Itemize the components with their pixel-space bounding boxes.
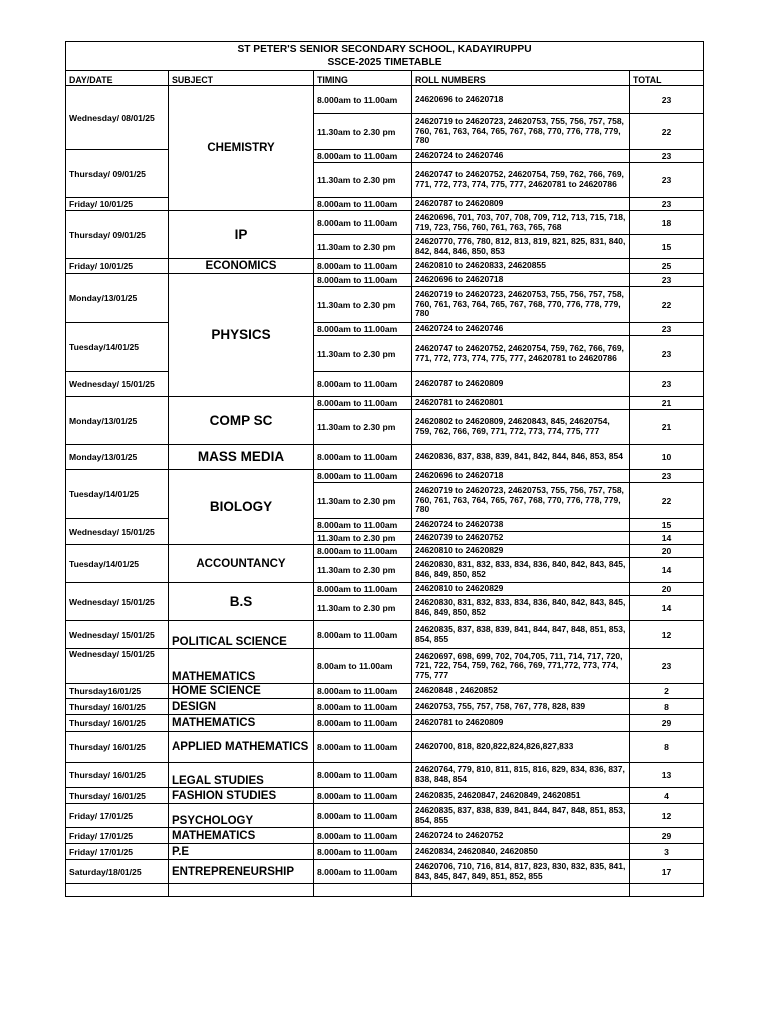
timing-cell: 8.000am to 11.00am (314, 583, 412, 596)
total-cell: 23 (630, 649, 704, 684)
subject-cell: HOME SCIENCE (169, 684, 314, 699)
rolls-cell: 24620700, 818, 820,822,824,826,827,833 (412, 732, 630, 763)
subject-cell: MATHEMATICS (169, 828, 314, 844)
table-row (66, 274, 704, 287)
rolls-cell: 24620835, 24620847, 24620849, 24620851 (412, 788, 630, 804)
table-row (66, 259, 704, 274)
subject-cell: P.E (169, 844, 314, 860)
timing-cell: 11.30am to 2.30 pm (314, 532, 412, 545)
total-cell: 12 (630, 804, 704, 828)
timing-cell: 8.000am to 11.00am (314, 86, 412, 114)
rolls-cell: 24620802 to 24620809, 24620843, 845, 24620754, 759, 762, 766, 769, 771, 772, 773, 774, 775, 777 (412, 410, 630, 445)
school-name: ST PETER'S SENIOR SECONDARY SCHOOL, KADAYIRUPPU (237, 44, 532, 55)
subject-cell: MATHEMATICS (169, 649, 314, 684)
total-cell: 23 (630, 198, 704, 211)
date-cell: Tuesday/14/01/25 (66, 323, 169, 372)
total-cell: 10 (630, 445, 704, 470)
timing-cell: 8.000am to 11.00am (314, 763, 412, 788)
timetable (65, 41, 704, 897)
rolls-cell: 24620719 to 24620723, 24620753, 755, 756, 757, 758, 760, 761, 763, 764, 765, 767, 768, 770, 776, 778, 779, 780 (412, 483, 630, 519)
date-cell: Tuesday/14/01/25 (66, 470, 169, 519)
empty-row (66, 884, 704, 897)
total-cell: 23 (630, 274, 704, 287)
empty-cell (66, 884, 169, 897)
total-cell: 23 (630, 150, 704, 163)
table-row (66, 684, 704, 699)
date-cell: Thursday/ 09/01/25 (66, 150, 169, 198)
timing-cell: 8.000am to 11.00am (314, 715, 412, 732)
date-cell: Wednesday/ 15/01/25 (66, 621, 169, 649)
subject-cell: POLITICAL SCIENCE (169, 621, 314, 649)
table-row (66, 844, 704, 860)
rolls-cell: 24620747 to 24620752, 24620754, 759, 762, 766, 769, 771, 772, 773, 774, 775, 777, 24620781 to 24620786 (412, 163, 630, 198)
subject-cell: MASS MEDIA (169, 445, 314, 470)
rolls-cell: 24620724 to 24620738 (412, 519, 630, 532)
table-row (66, 397, 704, 410)
total-cell: 22 (630, 483, 704, 519)
table-row (66, 860, 704, 884)
total-cell: 22 (630, 287, 704, 323)
total-cell: 29 (630, 828, 704, 844)
total-cell: 13 (630, 763, 704, 788)
rolls-cell: 24620781 to 24620809 (412, 715, 630, 732)
rolls-cell: 24620787 to 24620809 (412, 372, 630, 397)
table-row (66, 715, 704, 732)
timing-cell: 11.30am to 2.30 pm (314, 336, 412, 372)
rolls-cell: 24620696, 701, 703, 707, 708, 709, 712, 713, 715, 718, 719, 723, 756, 760, 761, 763, 765, 768 (412, 211, 630, 235)
rolls-cell: 24620810 to 24620833, 24620855 (412, 259, 630, 274)
total-cell: 20 (630, 545, 704, 558)
subject-cell: FASHION STUDIES (169, 788, 314, 804)
date-cell: Friday/ 17/01/25 (66, 828, 169, 844)
date-cell: Thursday/ 09/01/25 (66, 211, 169, 259)
timing-cell: 11.30am to 2.30 pm (314, 287, 412, 323)
rolls-cell: 24620697, 698, 699, 702, 704,705, 711, 714, 717, 720, 721, 722, 754, 759, 762, 766, 769, 771,772, 773, 774, 775, 777 (412, 649, 630, 684)
table-row (66, 763, 704, 788)
timing-cell: 8.000am to 11.00am (314, 198, 412, 211)
rolls-cell: 24620719 to 24620723, 24620753, 755, 756, 757, 758, 760, 761, 763, 764, 765, 767, 768, 770, 776, 778, 779, 780 (412, 114, 630, 150)
rolls-cell: 24620830, 831, 832, 833, 834, 836, 840, 842, 843, 845, 846, 849, 850, 852 (412, 558, 630, 583)
date-cell: Saturday/18/01/25 (66, 860, 169, 884)
date-cell: Friday/ 10/01/25 (66, 259, 169, 274)
timing-cell: 8.000am to 11.00am (314, 150, 412, 163)
rolls-cell: 24620836, 837, 838, 839, 841, 842, 844, 846, 853, 854 (412, 445, 630, 470)
rolls-cell: 24620764, 779, 810, 811, 815, 816, 829, 834, 836, 837, 838, 848, 854 (412, 763, 630, 788)
rolls-cell: 24620724 to 24620746 (412, 323, 630, 336)
date-cell: Wednesday/ 15/01/25 (66, 519, 169, 545)
rolls-cell: 24620810 to 24620829 (412, 583, 630, 596)
date-cell: Friday/ 17/01/25 (66, 804, 169, 828)
timing-cell: 11.30am to 2.30 pm (314, 410, 412, 445)
total-cell: 23 (630, 372, 704, 397)
rolls-cell: 24620835, 837, 838, 839, 841, 844, 847, 848, 851, 853, 854, 855 (412, 804, 630, 828)
subject-cell: COMP SC (169, 397, 314, 445)
date-cell: Thursday/ 16/01/25 (66, 763, 169, 788)
subject-cell: BIOLOGY (169, 470, 314, 545)
table-row (66, 545, 704, 558)
total-cell: 20 (630, 583, 704, 596)
date-cell: Wednesday/ 08/01/25 (66, 86, 169, 150)
rolls-cell: 24620787 to 24620809 (412, 198, 630, 211)
table-row (66, 372, 704, 397)
table-row (66, 150, 704, 163)
timing-cell: 8.000am to 11.00am (314, 860, 412, 884)
column-header-row (66, 71, 704, 86)
total-cell: 14 (630, 558, 704, 583)
rolls-cell: 24620739 to 24620752 (412, 532, 630, 545)
rolls-cell: 24620835, 837, 838, 839, 841, 844, 847, 848, 851, 853, 854, 855 (412, 621, 630, 649)
table-row (66, 788, 704, 804)
empty-cell (314, 884, 412, 897)
date-cell: Wednesday/ 15/01/25 (66, 372, 169, 397)
timing-cell: 8.000am to 11.00am (314, 445, 412, 470)
total-cell: 23 (630, 86, 704, 114)
total-cell: 17 (630, 860, 704, 884)
date-cell: Thursday/ 16/01/25 (66, 732, 169, 763)
rolls-cell: 24620810 to 24620829 (412, 545, 630, 558)
subject-cell: PHYSICS (169, 274, 314, 397)
total-cell: 2 (630, 684, 704, 699)
timing-cell: 8.00am to 11.00am (314, 649, 412, 684)
empty-cell (412, 884, 630, 897)
table-row (66, 804, 704, 828)
date-cell: Wednesday/ 15/01/25 (66, 583, 169, 621)
rolls-cell: 24620781 to 24620801 (412, 397, 630, 410)
total-cell: 25 (630, 259, 704, 274)
timing-cell: 8.000am to 11.00am (314, 828, 412, 844)
subject-cell: ACCOUNTANCY (169, 545, 314, 583)
table-row (66, 621, 704, 649)
timing-cell: 8.000am to 11.00am (314, 519, 412, 532)
table-row (66, 732, 704, 763)
rolls-cell: 24620834, 24620840, 24620850 (412, 844, 630, 860)
table-row (66, 699, 704, 715)
timing-cell: 8.000am to 11.00am (314, 545, 412, 558)
rolls-cell: 24620719 to 24620723, 24620753, 755, 756, 757, 758, 760, 761, 763, 764, 765, 767, 768, 770, 776, 778, 779, 780 (412, 287, 630, 323)
rolls-cell: 24620724 to 24620752 (412, 828, 630, 844)
total-cell: 14 (630, 596, 704, 621)
timing-cell: 11.30am to 2.30 pm (314, 483, 412, 519)
rolls-cell: 24620753, 755, 757, 758, 767, 778, 828, 839 (412, 699, 630, 715)
date-cell: Monday/13/01/25 (66, 445, 169, 470)
total-cell: 23 (630, 470, 704, 483)
table-row (66, 583, 704, 596)
total-cell: 8 (630, 699, 704, 715)
timing-cell: 8.000am to 11.00am (314, 397, 412, 410)
timing-cell: 11.30am to 2.30 pm (314, 235, 412, 259)
date-cell: Friday/ 10/01/25 (66, 198, 169, 211)
table-row (66, 828, 704, 844)
date-cell: Thursday/ 16/01/25 (66, 788, 169, 804)
timing-cell: 11.30am to 2.30 pm (314, 163, 412, 198)
date-cell: Monday/13/01/25 (66, 397, 169, 445)
table-row (66, 470, 704, 483)
total-cell: 15 (630, 235, 704, 259)
rolls-cell: 24620747 to 24620752, 24620754, 759, 762, 766, 769, 771, 772, 773, 774, 775, 777, 24620781 to 24620786 (412, 336, 630, 372)
timing-cell: 11.30am to 2.30 pm (314, 558, 412, 583)
total-cell: 23 (630, 163, 704, 198)
timetable-title: SSCE-2025 TIMETABLE (327, 57, 442, 68)
subject-cell: APPLIED MATHEMATICS (169, 732, 314, 763)
table-row (66, 445, 704, 470)
rolls-cell: 24620848 , 24620852 (412, 684, 630, 699)
date-cell: Tuesday/14/01/25 (66, 545, 169, 583)
total-cell: 23 (630, 336, 704, 372)
table-row (66, 323, 704, 336)
timing-cell: 8.000am to 11.00am (314, 274, 412, 287)
rolls-cell: 24620706, 710, 716, 814, 817, 823, 830, 832, 835, 841, 843, 845, 847, 849, 851, 852, 855 (412, 860, 630, 884)
rolls-cell: 24620724 to 24620746 (412, 150, 630, 163)
subject-cell: ECONOMICS (169, 259, 314, 274)
timing-cell: 8.000am to 11.00am (314, 732, 412, 763)
timing-cell: 8.000am to 11.00am (314, 699, 412, 715)
timing-cell: 8.000am to 11.00am (314, 259, 412, 274)
rolls-cell: 24620830, 831, 832, 833, 834, 836, 840, 842, 843, 845, 846, 849, 850, 852 (412, 596, 630, 621)
total-cell: 14 (630, 532, 704, 545)
date-cell: Thursday/ 16/01/25 (66, 715, 169, 732)
table-row (66, 519, 704, 532)
timing-cell: 8.000am to 11.00am (314, 788, 412, 804)
timing-cell: 11.30am to 2.30 pm (314, 114, 412, 150)
subject-cell: DESIGN (169, 699, 314, 715)
col-header-total: TOTAL (630, 71, 704, 86)
total-cell: 4 (630, 788, 704, 804)
timing-cell: 8.000am to 11.00am (314, 211, 412, 235)
date-cell: Wednesday/ 15/01/25 (66, 649, 169, 684)
empty-cell (630, 884, 704, 897)
timing-cell: 8.000am to 11.00am (314, 684, 412, 699)
timing-cell: 8.000am to 11.00am (314, 470, 412, 483)
total-cell: 21 (630, 397, 704, 410)
col-header-rolls: ROLL NUMBERS (412, 71, 630, 86)
total-cell: 3 (630, 844, 704, 860)
date-cell: Thursday/ 16/01/25 (66, 699, 169, 715)
subject-cell: PSYCHOLOGY (169, 804, 314, 828)
subject-cell: ENTREPRENEURSHIP (169, 860, 314, 884)
timing-cell: 8.000am to 11.00am (314, 844, 412, 860)
date-cell: Monday/13/01/25 (66, 274, 169, 323)
subject-cell: CHEMISTRY (169, 86, 314, 211)
rolls-cell: 24620696 to 24620718 (412, 274, 630, 287)
total-cell: 12 (630, 621, 704, 649)
total-cell: 22 (630, 114, 704, 150)
rolls-cell: 24620696 to 24620718 (412, 470, 630, 483)
date-cell: Friday/ 17/01/25 (66, 844, 169, 860)
total-cell: 21 (630, 410, 704, 445)
total-cell: 29 (630, 715, 704, 732)
total-cell: 23 (630, 323, 704, 336)
timing-cell: 8.000am to 11.00am (314, 372, 412, 397)
col-header-subject: SUBJECT (169, 71, 314, 86)
total-cell: 18 (630, 211, 704, 235)
timing-cell: 8.000am to 11.00am (314, 621, 412, 649)
timing-cell: 8.000am to 11.00am (314, 804, 412, 828)
timing-cell: 8.000am to 11.00am (314, 323, 412, 336)
document-header (66, 42, 704, 71)
rolls-cell: 24620696 to 24620718 (412, 86, 630, 114)
subject-cell: MATHEMATICS (169, 715, 314, 732)
subject-cell: B.S (169, 583, 314, 621)
col-header-date: DAY/DATE (66, 71, 169, 86)
subject-cell: IP (169, 211, 314, 259)
table-row (66, 649, 704, 684)
total-cell: 8 (630, 732, 704, 763)
subject-cell: LEGAL STUDIES (169, 763, 314, 788)
table-row (66, 211, 704, 235)
rolls-cell: 24620770, 776, 780, 812, 813, 819, 821, 825, 831, 840, 842, 844, 846, 850, 853 (412, 235, 630, 259)
table-row (66, 198, 704, 211)
date-cell: Thursday16/01/25 (66, 684, 169, 699)
timing-cell: 11.30am to 2.30 pm (314, 596, 412, 621)
table-row (66, 86, 704, 114)
total-cell: 15 (630, 519, 704, 532)
col-header-timing: TIMING (314, 71, 412, 86)
empty-cell (169, 884, 314, 897)
